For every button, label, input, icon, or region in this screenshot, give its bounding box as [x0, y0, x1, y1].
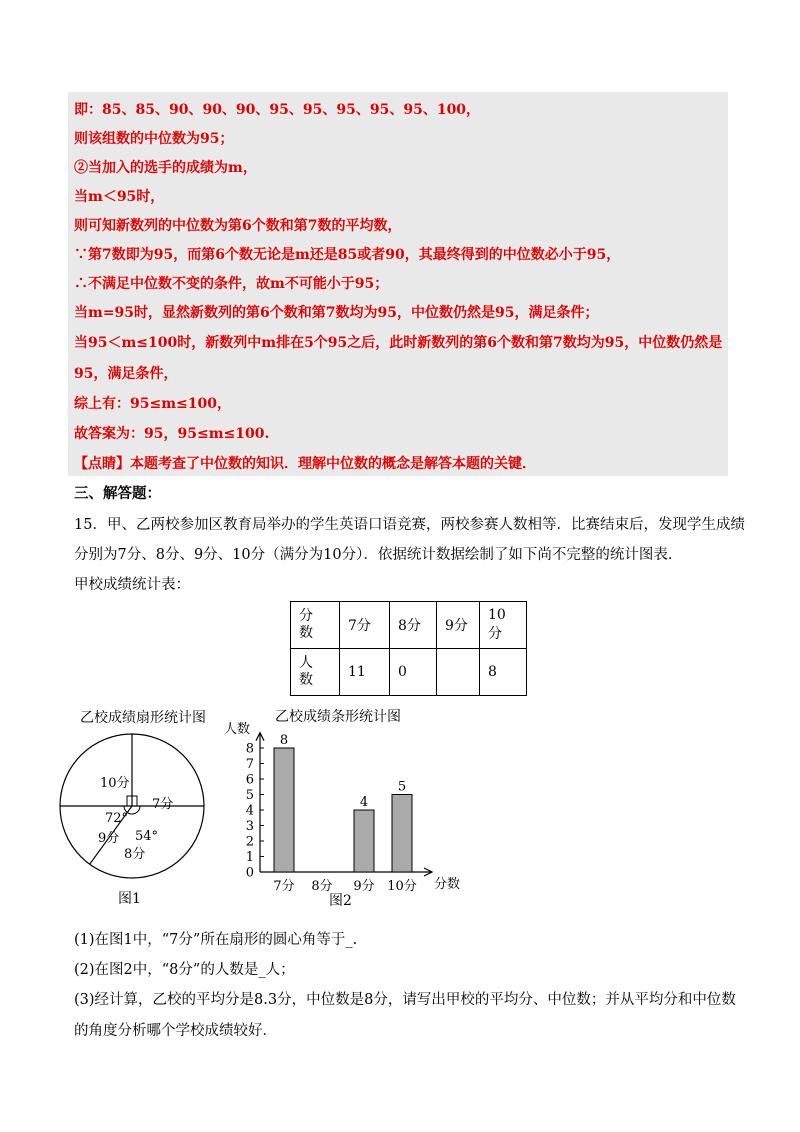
count-label-1: 人	[299, 655, 313, 671]
bar-caption: 图2	[329, 893, 352, 909]
pie-dividers	[60, 734, 204, 864]
bar	[274, 748, 294, 872]
header-label-1: 分	[299, 608, 313, 624]
answer-line-4: 当m＜95时，	[74, 189, 165, 205]
score-cell: 9分	[437, 602, 480, 649]
answer-line-3: ②当加入的选手的成绩为m，	[74, 160, 257, 176]
count-label-2: 数	[299, 672, 313, 688]
y-tick-label: 5	[245, 788, 254, 803]
bar	[354, 810, 374, 872]
question-2: (2)在图2中，“8分”的人数是_人；	[74, 962, 295, 978]
section-title: 三、解答题：	[74, 485, 161, 502]
table-caption: 甲校成绩统计表：	[74, 577, 190, 593]
bar-value-label: 4	[359, 795, 369, 810]
answer-line-7: ∴不满足中位数不变的条件，故m不可能小于95；	[74, 276, 389, 292]
comment-tag: 【点睛】	[74, 456, 130, 472]
score-cell: 10分	[480, 602, 527, 649]
answer-line-1: 即：85、85、90、90、90、95、95、95、95、95、100，	[74, 102, 481, 118]
x-tick-label: 8分	[311, 879, 333, 894]
answer-line-8: 当m=95时，显然新数列的第6个数和第7数均为95，中位数仍然是95，满足条件；	[74, 305, 599, 321]
problem-line-1: 15．甲、乙两校参加区教育局举办的学生英语口语竞赛，两校参赛人数相等．比赛结束后，发现学生成绩	[74, 517, 745, 533]
count-cell: 11	[340, 649, 390, 696]
pie-label-9: 9分	[98, 831, 120, 846]
pie-title: 乙校成绩扇形统计图	[80, 710, 206, 726]
y-tick-label: 7	[245, 757, 254, 772]
comment-text: 本题考查了中位数的知识．理解中位数的概念是解答本题的关键．	[130, 456, 536, 472]
pie-label-54: 54°	[135, 829, 159, 844]
pie-label-10: 10分	[100, 776, 130, 791]
answer-line-9: 当95＜m≤100时，新数列中m排在5个95之后，此时新数列的第6个数和第7数均为95，中位数仍然是	[74, 335, 723, 351]
pie-caption: 图1	[118, 891, 141, 907]
answer-line-2: 则该组数的中位数为95；	[74, 131, 234, 147]
answer-line-5: 则可知新数列的中位数为第6个数和第7数的平均数，	[74, 218, 402, 234]
count-cell: 0	[390, 649, 437, 696]
x-tick-label: 7分	[273, 879, 295, 894]
header-label-2: 数	[299, 625, 313, 641]
y-tick-label: 1	[245, 850, 254, 865]
answer-line-6: ∵第7数即为95，而第6个数无论是m还是85或者90，其最终得到的中位数必小于95，	[74, 247, 621, 263]
y-axis-label: 人数	[224, 722, 251, 737]
x-tick-label: 10分	[387, 879, 417, 894]
answer-line-12: 故答案为：95，95≤m≤100.	[74, 426, 270, 442]
y-tick-label: 2	[245, 834, 254, 850]
question-3-line-1: (3)经计算，乙校的平均分是8.3分，中位数是8分，请写出甲校的平均分、中位数；并从平均分和中位数	[74, 992, 736, 1008]
y-tick-label: 6	[245, 772, 254, 788]
count-cell: 8	[480, 649, 527, 696]
score-cell: 7分	[340, 602, 390, 649]
bar-value-label: 8	[279, 733, 289, 748]
question-3-line-2: 的角度分析哪个学校成绩较好．	[74, 1023, 277, 1039]
answer-line-10: 95，满足条件，	[74, 366, 178, 382]
x-tick-label: 9分	[353, 879, 375, 894]
pie-label-72: 72°	[105, 811, 129, 826]
bar-chart-title: 乙校成绩条形统计图	[275, 709, 401, 725]
bar	[392, 795, 412, 873]
y-tick-label: 8	[245, 741, 254, 757]
answer-line-11: 综上有：95≤m≤100，	[74, 396, 231, 412]
x-axis-label: 分数	[434, 877, 461, 892]
bar-marks	[274, 733, 412, 872]
bar-value-label: 5	[397, 779, 407, 795]
y-tick-label: 3	[245, 819, 254, 834]
question-1: (1)在图1中，“7分”所在扇形的圆心角等于_.	[74, 932, 358, 948]
score-cell: 8分	[390, 602, 437, 649]
problem-line-2: 分别为7分、8分、9分、10分（满分为10分）．依据统计数据绘制了如下尚不完整的统计图表．	[74, 547, 683, 563]
pie-label-8: 8分	[124, 847, 146, 862]
y-tick-label: 0	[245, 865, 254, 881]
y-tick-label: 4	[245, 803, 254, 819]
pie-label-7: 7分	[152, 797, 174, 812]
